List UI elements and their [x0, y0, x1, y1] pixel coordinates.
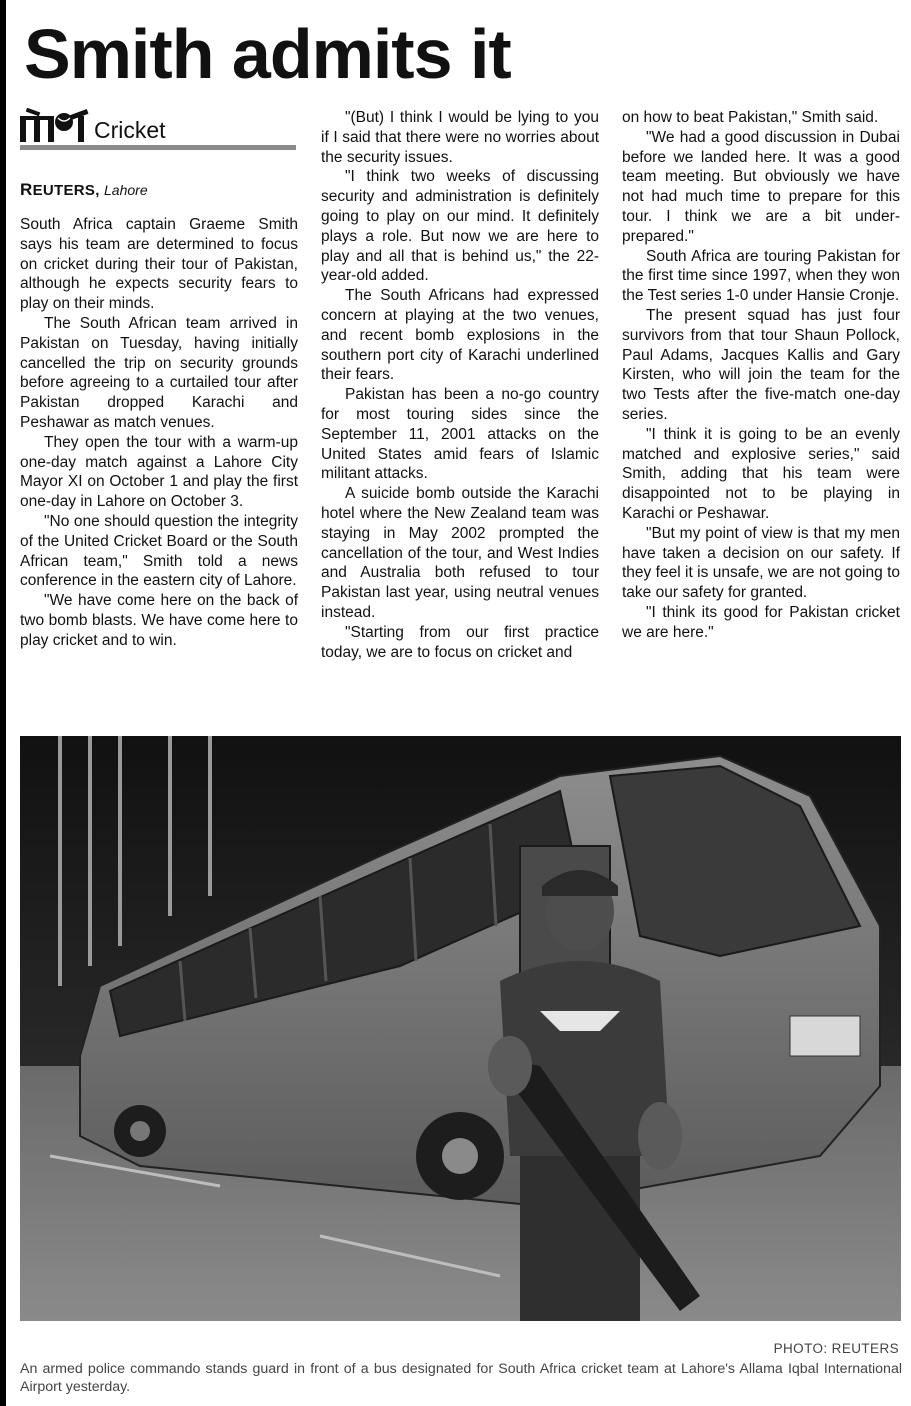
body-paragraph: "We had a good discussion in Dubai before we landed here. It was a good team meeting. But obviously we have not had much time to prepare for this tour. I think we are a bit under-prepared.": [622, 128, 900, 245]
body-paragraph: The present squad has just four survivors from that tour Shaun Pollock, Paul Adams, Jacques Kallis and Gary Kirsten, who will join the team for the two Tests after the five-match one-day series.: [622, 306, 900, 423]
body-paragraph: "I think it is going to be an evenly matched and explosive series," said Smith, adding that his team were disappointed not to be playing in Karachi or Peshawar.: [622, 425, 900, 522]
cricket-logo-icon: [20, 108, 92, 142]
article-column-2: [321, 108, 599, 662]
body-paragraph: They open the tour with a warm-up one-day match against a Lahore City Mayor XI on October 1 and play the first one-day in Lahore on October 3.: [20, 433, 298, 511]
section-divider: [20, 145, 296, 150]
body-paragraph: South Africa captain Graeme Smith says his team are determined to focus on cricket during their tour of Pakistan, although he expects security fears to play on their minds.: [20, 216, 298, 313]
body-paragraph: Pakistan has been a no-go country for most touring sides since the September 11, 2001 attacks on the United States amid fears of Islamic militant attacks.: [321, 386, 599, 483]
news-photo: [20, 736, 901, 1321]
photo-caption: An armed police commando stands guard in front of a bus designated for South Africa cricket team at Lahore's Allama Iqbal International Airport yesterday.: [20, 1361, 902, 1395]
body-paragraph: The South African team arrived in Pakistan on Tuesday, having initially cancelled the trip on security grounds before agreeing to a curtailed tour after Pakistan dropped Karachi and Peshawar as match venues.: [20, 314, 298, 431]
article-column-3: [622, 108, 900, 643]
section-label: Cricket: [94, 117, 166, 143]
photo-credit: PHOTO: REUTERS: [773, 1341, 899, 1356]
body-paragraph: on how to beat Pakistan," Smith said.: [622, 109, 879, 126]
body-paragraph: "We have come here on the back of two bomb blasts. We have come here to play cricket and to win.: [20, 592, 298, 649]
body-paragraph: South Africa are touring Pakistan for the first time since 1997, when they won the Test series 1-0 under Hansie Cronje.: [622, 247, 900, 305]
body-paragraph: A suicide bomb outside the Karachi hotel where the New Zealand team was staying in May 2002 prompted the cancellation of the tour, and West Indies and Australia both refused to tour Pakistan last year, using neutral venues instead.: [321, 485, 599, 621]
body-paragraph: "I think two weeks of discussing security and administration is definitely going to play on our mind. It definitely plays a role. But now we are here to play and all that is behind us," the 22-year-old added.: [321, 168, 599, 285]
body-paragraph: "But my point of view is that my men have taken a decision on our safety. If they feel it is unsafe, we are not going to take our safety for granted.: [622, 524, 900, 602]
left-margin-rule: [0, 0, 6, 1406]
body-paragraph: "(But) I think I would be lying to you if I said that there were no worries about the security issues.: [321, 109, 599, 166]
photo-illustration: [20, 736, 901, 1321]
body-paragraph: "I think its good for Pakistan cricket we are here.": [622, 603, 900, 641]
body-paragraph: "Starting from our first practice today, we are to focus on cricket and: [321, 623, 599, 661]
article-column-1: [20, 108, 298, 651]
dateline: [20, 180, 298, 201]
section-tag: [20, 108, 298, 152]
body-paragraph: The South Africans had expressed concern at playing at the two venues, and recent bomb explosions in the southern port city of Karachi underlined their fears.: [321, 287, 599, 384]
dateline-city: Lahore: [104, 182, 148, 198]
dateline-agency: REUTERS,: [20, 180, 100, 199]
body-paragraph: "No one should question the integrity of the United Cricket Board or the South African team," Smith told a news conference in the eastern city of Lahore.: [20, 512, 298, 590]
headline: Smith admits it: [24, 15, 511, 93]
